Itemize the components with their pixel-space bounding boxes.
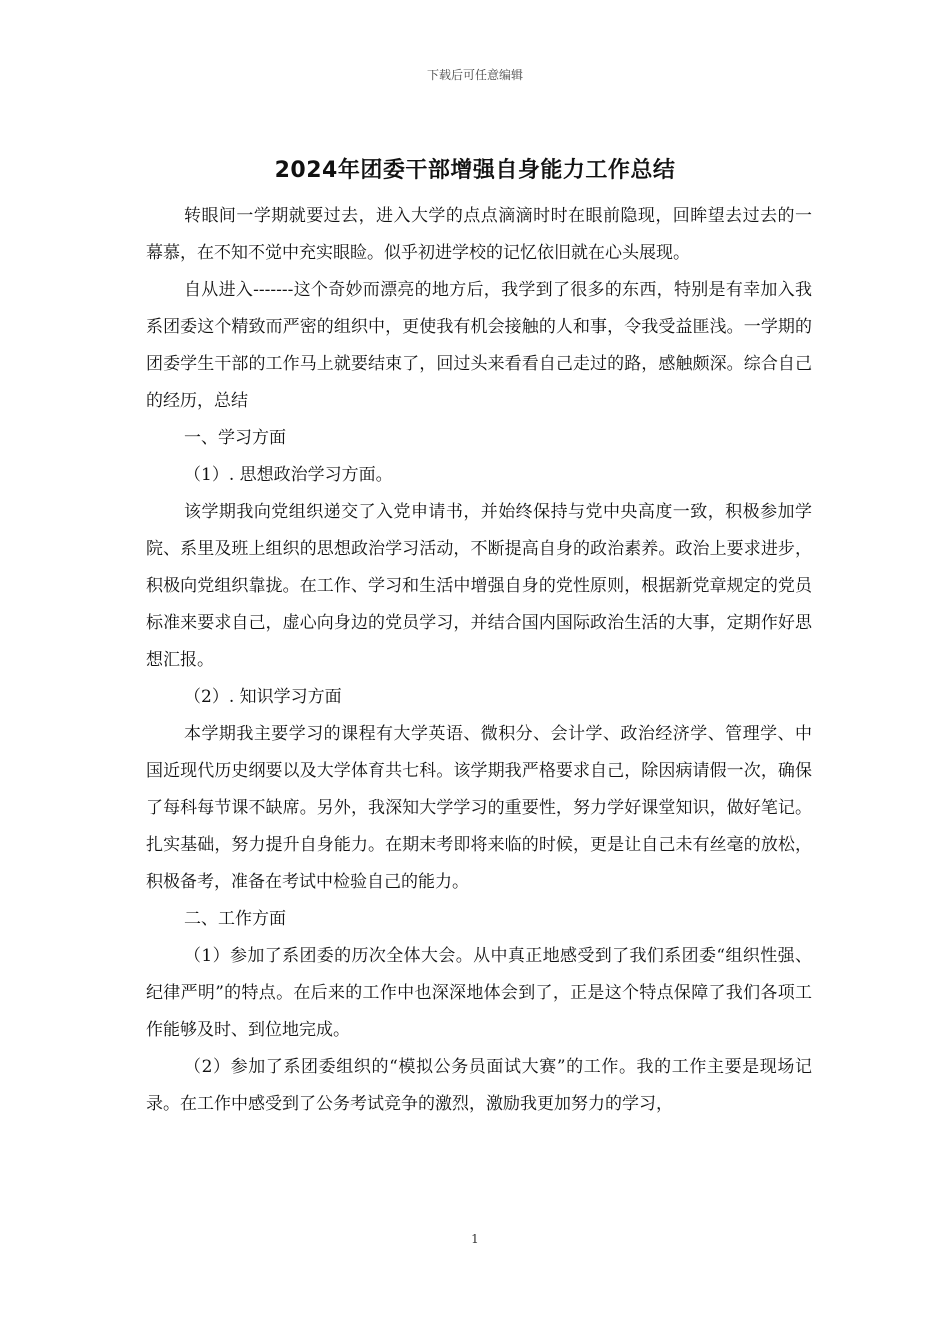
section-heading-work: 二、工作方面 (184, 909, 286, 929)
paragraph-political-study: 该学期我向党组织递交了入党申请书，并始终保持与党中央高度一致，积极参加学院、系里及班上组织的思想政治学习活动，不断提高自身的政治素养。政治上要求进步，积极向党组织靠拢。在工作、学习和生活中增强自身的党性原则，根据新党章规定的党员标准来要求自己，虚心向身边的党员学习，并结合国内国际政治生活的大事，定期作好思想汇报。 (146, 502, 812, 670)
page-header: 下载后可任意编辑 (426, 68, 523, 82)
section-heading-study: 一、学习方面 (184, 428, 286, 448)
document-body (146, 198, 812, 1123)
paragraph-work-1: （1）参加了系团委的历次全体大会。从中真正地感受到了我们系团委“组织性强、纪律严明”的特点。在后来的工作中也深深地体会到了，正是这个特点保障了我们各项工作能够及时、到位地完成。 (146, 946, 812, 1040)
paragraph-work-2: （2）参加了系团委组织的“模拟公务员面试大赛”的工作。我的工作主要是现场记录。在工作中感受到了公务考试竞争的激烈，激励我更加努力的学习， (146, 1057, 812, 1114)
subheading-political-study: （1）. 思想政治学习方面。 (184, 465, 393, 485)
paragraph-intro: 转眼间一学期就要过去，进入大学的点点滴滴时时在眼前隐现，回眸望去过去的一幕慕，在不知不觉中充实眼睑。似乎初进学校的记忆依旧就在心头展现。 (146, 206, 812, 263)
document-title: 2024年团委干部增强自身能力工作总结 (274, 158, 676, 183)
subheading-knowledge-study: （2）. 知识学习方面 (184, 687, 342, 707)
paragraph-overview: 自从进入-------这个奇妙而漂亮的地方后，我学到了很多的东西，特别是有幸加入我系团委这个精致而严密的组织中，更使我有机会接触的人和事，令我受益匪浅。一学期的团委学生干部的工作马上就要结束了，回过头来看看自己走过的路，感触颇深。综合自己的经历，总结 (146, 280, 812, 411)
page-number: 1 (471, 1232, 479, 1246)
paragraph-knowledge-study: 本学期我主要学习的课程有大学英语、微积分、会计学、政治经济学、管理学、中国近现代历史纲要以及大学体育共七科。该学期我严格要求自己，除因病请假一次，确保了每科每节课不缺席。另外，我深知大学学习的重要性，努力学好课堂知识，做好笔记。扎实基础，努力提升自身能力。在期末考即将来临的时候，更是让自己未有丝毫的放松，积极备考，准备在考试中检验自己的能力。 (146, 724, 812, 892)
